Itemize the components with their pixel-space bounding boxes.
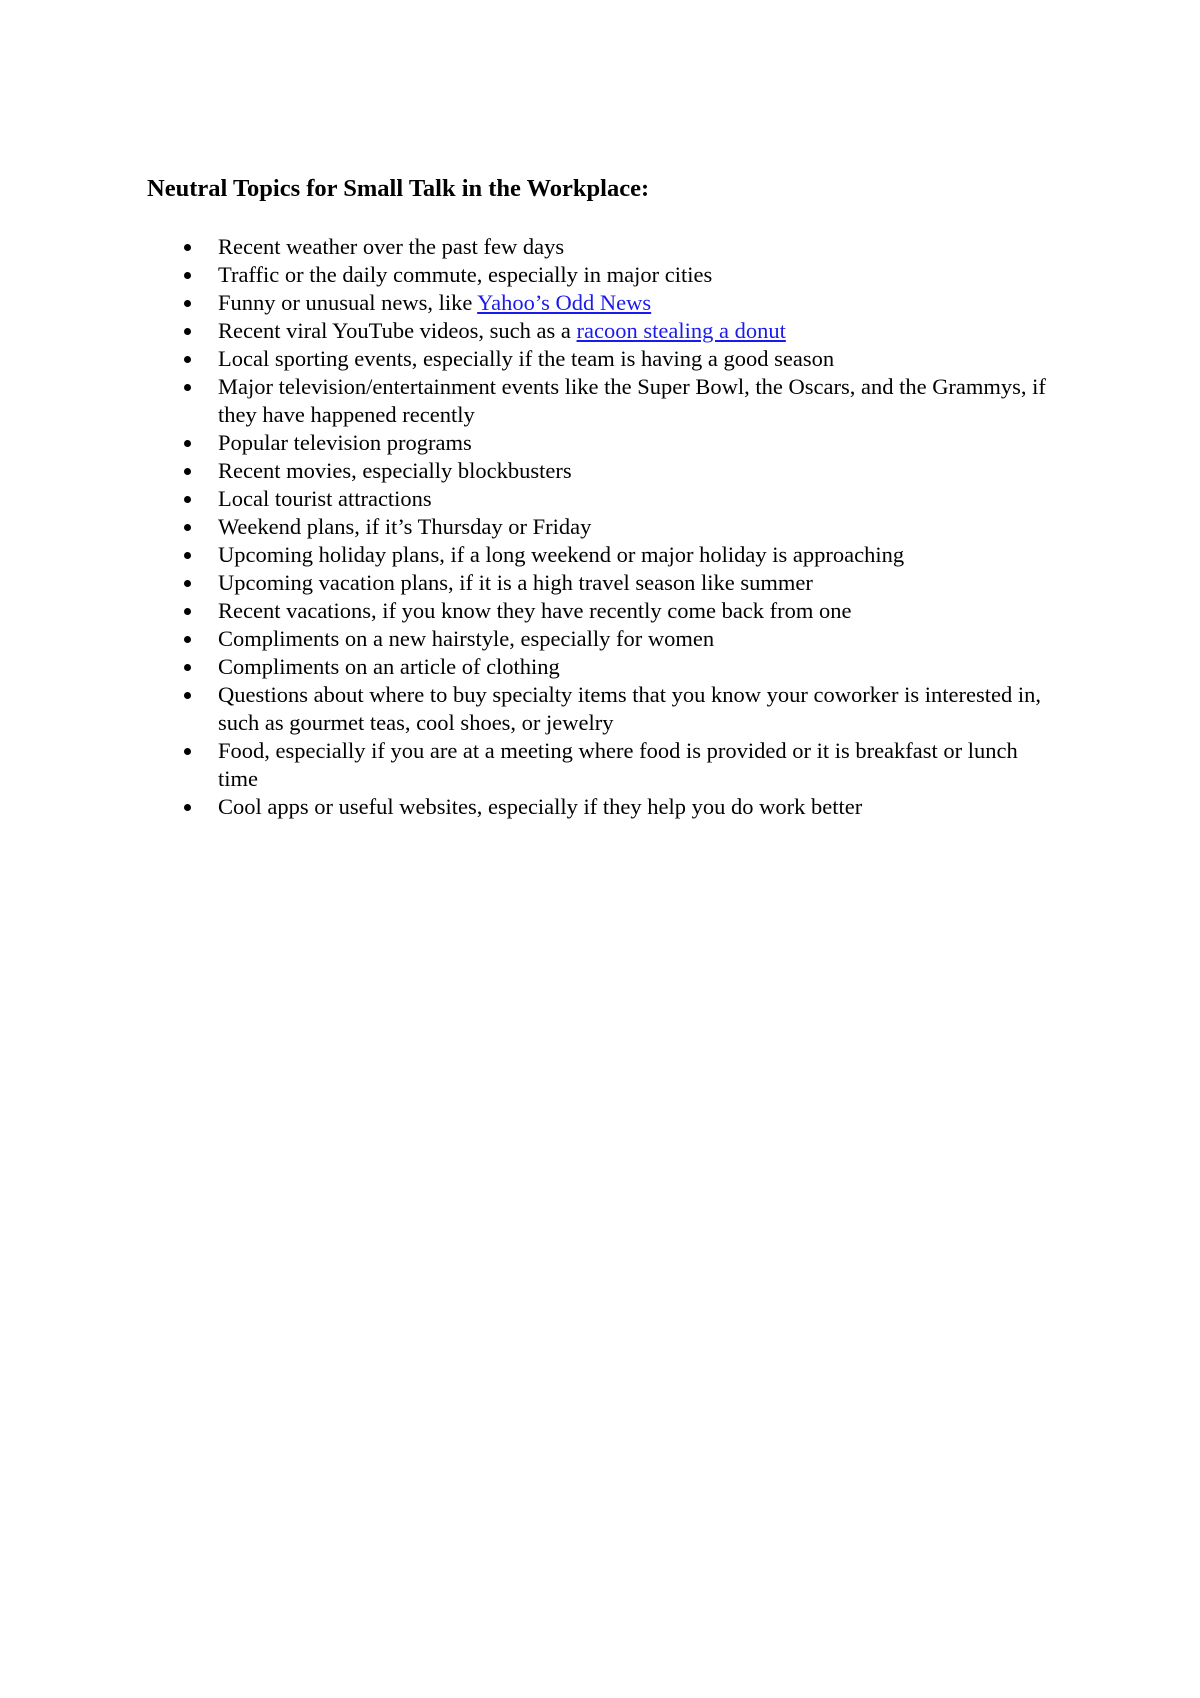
list-item	[147, 345, 1047, 373]
list-item	[147, 681, 1047, 737]
bullet-icon	[184, 664, 191, 671]
list-item	[147, 289, 1047, 317]
document-title: Neutral Topics for Small Talk in the Workplace:	[147, 175, 650, 202]
list-item-text	[218, 738, 1018, 791]
list-item-label: Upcoming vacation plans, if it is a high travel season like summer	[218, 570, 813, 595]
list-item	[147, 317, 1047, 345]
list-item-label: Recent viral YouTube videos, such as a	[218, 318, 577, 343]
bullet-icon	[184, 552, 191, 559]
list-item-text	[218, 626, 714, 651]
bullet-icon	[184, 244, 191, 251]
list-item-text	[218, 318, 786, 343]
list-item-text	[218, 486, 432, 511]
list-item	[147, 233, 1047, 261]
list-item-label: Food, especially if you are at a meeting where food is provided or it is breakfast or lunch time	[218, 738, 1018, 791]
list-item-label: Recent weather over the past few days	[218, 234, 565, 259]
list-item-label: Upcoming holiday plans, if a long weekend or major holiday is approaching	[218, 542, 905, 567]
list-item-label: Funny or unusual news, like	[218, 290, 478, 315]
topic-link[interactable]: Yahoo’s Odd News	[477, 290, 652, 315]
bullet-icon	[184, 356, 191, 363]
bullet-icon	[184, 272, 191, 279]
list-item	[147, 513, 1047, 541]
list-item-text	[218, 430, 472, 455]
list-item	[147, 261, 1047, 289]
list-item	[147, 485, 1047, 513]
list-item-text	[218, 654, 560, 679]
list-item	[147, 373, 1047, 429]
list-item	[147, 793, 1047, 821]
list-item	[147, 569, 1047, 597]
bullet-icon	[184, 300, 191, 307]
bullet-icon	[184, 524, 191, 531]
list-item-label: Cool apps or useful websites, especially if they help you do work better	[218, 794, 863, 819]
list-item-label: Major television/entertainment events like the Super Bowl, the Oscars, and the Grammys, if they have happened recently	[218, 374, 1046, 427]
list-item-label: Compliments on a new hairstyle, especially for women	[218, 626, 715, 651]
list-item-text	[218, 458, 572, 483]
list-item-text	[218, 682, 1041, 735]
list-item-label: Local sporting events, especially if the team is having a good season	[218, 346, 835, 371]
bullet-icon	[184, 692, 191, 699]
list-item-label: Weekend plans, if it’s Thursday or Friday	[218, 514, 592, 539]
bullet-icon	[184, 608, 191, 615]
bullet-icon	[184, 580, 191, 587]
list-item-text	[218, 570, 813, 595]
bullet-icon	[184, 440, 191, 447]
list-item	[147, 737, 1047, 793]
list-item-text	[218, 346, 834, 371]
list-item-label: Recent vacations, if you know they have recently come back from one	[218, 598, 852, 623]
list-item-text	[218, 374, 1046, 427]
list-item	[147, 429, 1047, 457]
list-item-text	[218, 542, 904, 567]
list-item-label: Compliments on an article of clothing	[218, 654, 560, 679]
list-item-label: Popular television programs	[218, 430, 472, 455]
bullet-icon	[184, 468, 191, 475]
list-item-text	[218, 794, 862, 819]
bullet-icon	[184, 328, 191, 335]
bullet-icon	[184, 496, 191, 503]
list-item-text	[218, 598, 852, 623]
list-item	[147, 653, 1047, 681]
bullet-icon	[184, 748, 191, 755]
list-item-text	[218, 262, 712, 287]
bullet-icon	[184, 384, 191, 391]
list-item	[147, 541, 1047, 569]
list-item	[147, 457, 1047, 485]
list-item-label: Recent movies, especially blockbusters	[218, 458, 572, 483]
list-item	[147, 625, 1047, 653]
bullet-icon	[184, 636, 191, 643]
list-item-label: Questions about where to buy specialty items that you know your coworker is interested in, such as gourmet teas, cool shoes, or jewelry	[218, 682, 1041, 735]
list-item-label: Local tourist attractions	[218, 486, 432, 511]
topic-list	[147, 233, 1047, 821]
list-item-text	[218, 290, 651, 315]
list-item-text	[218, 514, 591, 539]
list-item	[147, 597, 1047, 625]
bullet-icon	[184, 804, 191, 811]
list-item-label: Traffic or the daily commute, especially in major cities	[218, 262, 713, 287]
list-item-text	[218, 234, 564, 259]
topic-link[interactable]: racoon stealing a donut	[576, 318, 786, 343]
